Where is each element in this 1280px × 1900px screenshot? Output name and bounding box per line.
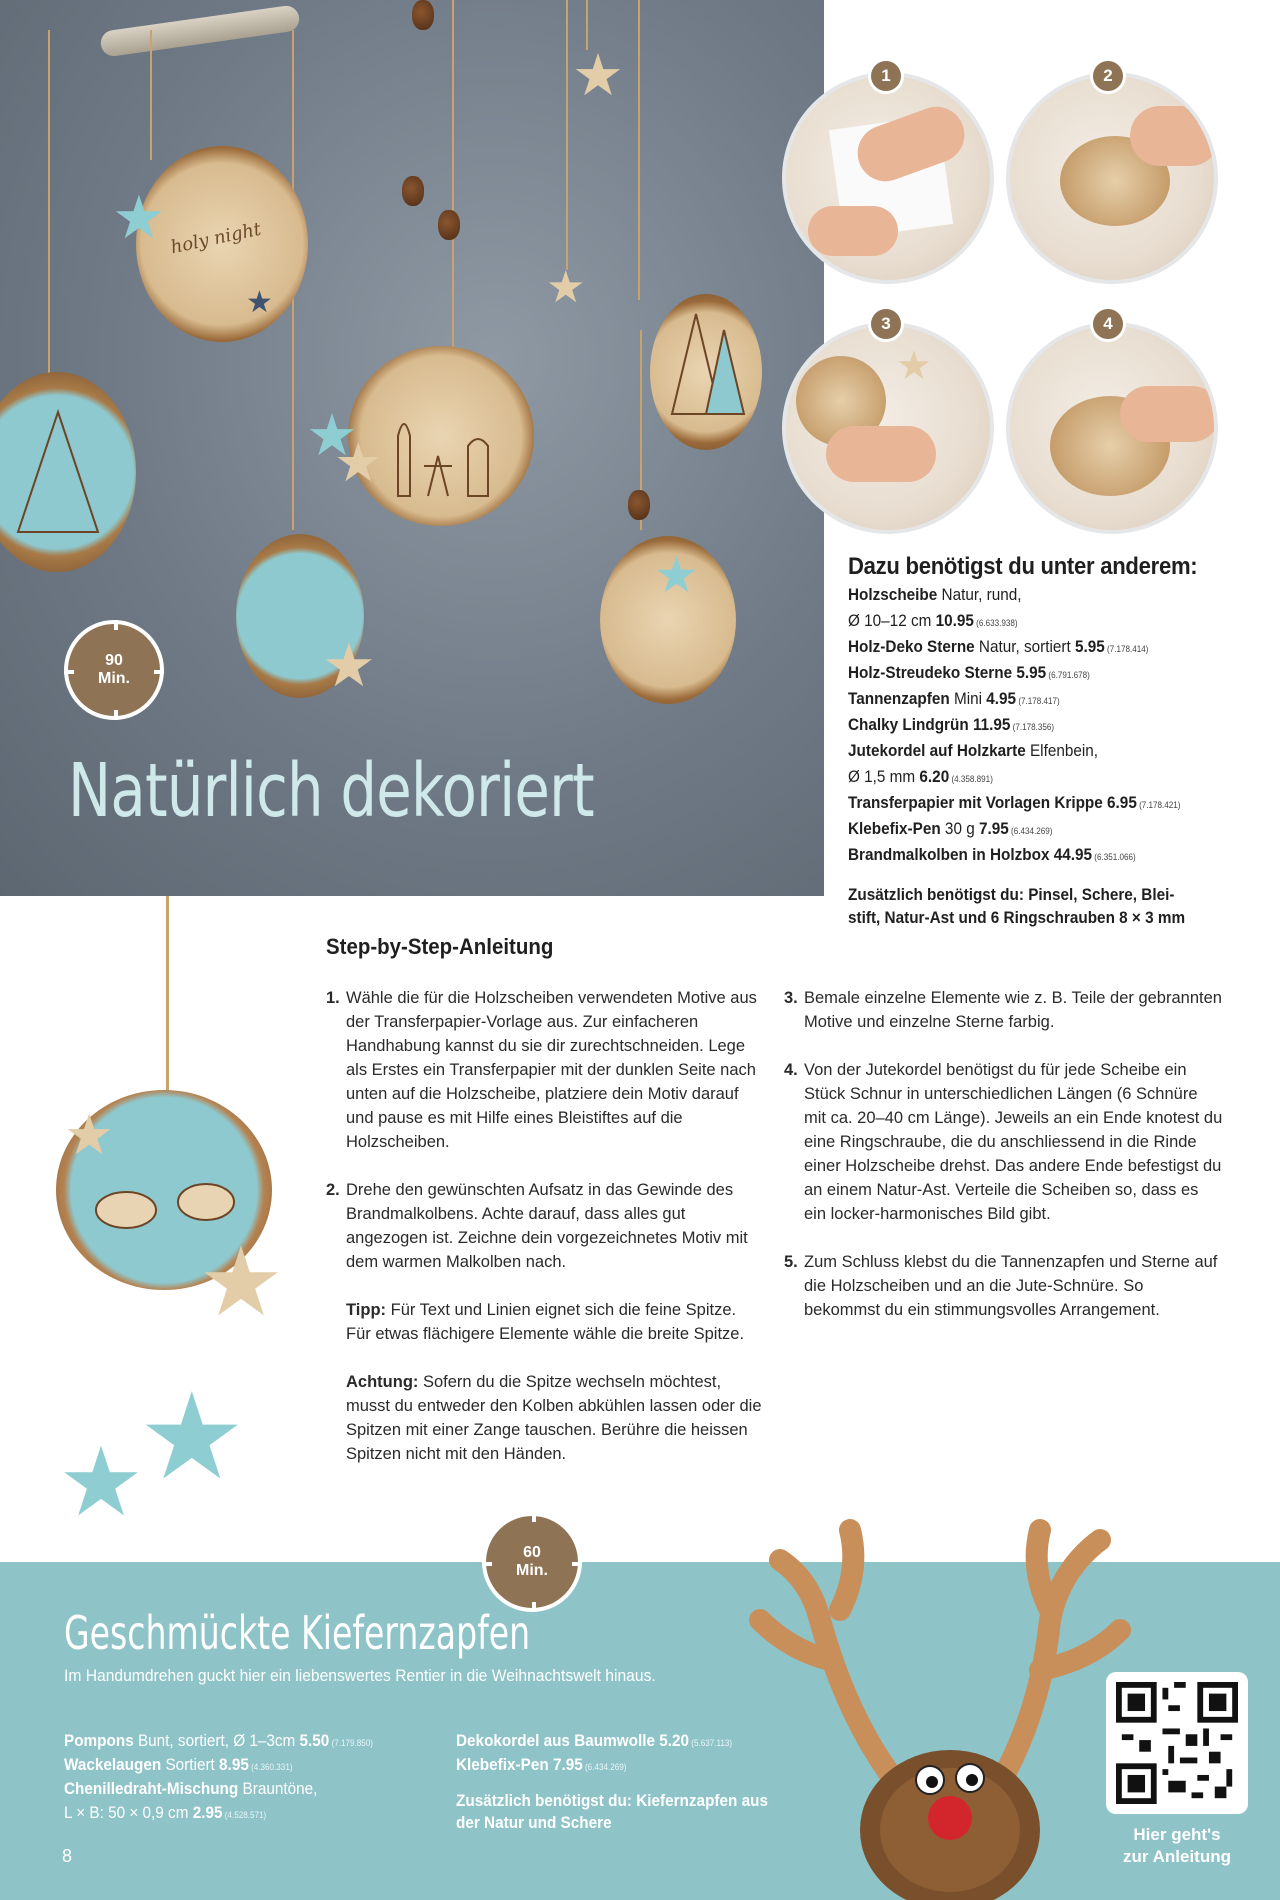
step-photo-3: ★ <box>782 322 994 534</box>
material-item: Wackelaugen Sortiert 8.95 (4.360.331) <box>64 1755 293 1774</box>
time-badge <box>64 620 164 720</box>
material-item: Dekokordel aus Baumwolle 5.20 (5.637.113) <box>456 1731 733 1750</box>
material-item: Jutekordel auf Holzkarte Elfenbein, <box>848 741 1099 760</box>
material-item: Chalky Lindgrün 11.95 (7.178.356) <box>848 715 1055 734</box>
step-2: 2. Drehe den gewünschten Aufsatz in das Gewinde des Brandmalkolbens. Achte darauf, dass alles gut angezogen ist. Zeichne dein vorgezeichnetes Motiv mit dem warmen Malkolben nach. <box>326 1181 748 1271</box>
star-icon: ★ <box>112 183 166 253</box>
star-icon: ★ <box>654 546 699 604</box>
step-number-2: 2 <box>1090 58 1126 94</box>
material-item: Brandmalkolben in Holzbox 44.95 (6.351.066) <box>848 845 1136 864</box>
time-badge-unit: Min. <box>98 670 130 687</box>
step-number-4: 4 <box>1090 306 1126 342</box>
material-item: Ø 10–12 cm 10.95 (6.633.938) <box>848 611 1018 630</box>
step-5: 5. Zum Schluss klebst du die Tannenzapfen und Sterne auf die Holzscheiben und an die Jute-Schnüre. So bekommst du ein stimmungsvolles Arrangement. <box>784 1253 1218 1319</box>
qr-code[interactable] <box>1106 1672 1248 1814</box>
star-icon: ★ <box>246 285 273 320</box>
instructions-left-column <box>326 986 764 1490</box>
material-item: Holz-Streudeko Sterne 5.95 (6.791.678) <box>848 663 1090 682</box>
banner-subtitle: Im Handumdrehen guckt hier ein liebenswertes Rentier in die Weihnachtswelt hinaus. <box>64 1666 656 1685</box>
banner-title: Geschmückte Kiefernzapfen <box>64 1606 531 1660</box>
star-icon: ★ <box>306 401 358 469</box>
star-icon: ★ <box>334 431 383 494</box>
slice-trees <box>650 294 762 450</box>
banner-extra: Zusätzlich benötigst du: Kiefernzapfen aus der Natur und Schere <box>456 1791 768 1832</box>
tip-note: Tipp: Für Text und Linien eignet sich die feine Spitze. Für etwas flächigere Elemente wähle die breite Spitze. <box>346 1301 745 1343</box>
time-badge-60 <box>482 1512 582 1612</box>
warning-note: Achtung: Sofern du die Spitze wechseln möchtest, musst du entweder den Kolben abkühlen lassen oder die Spitzen mit einer Zange tauschen. Berühre die heissen Spitzen nicht mit den Händen. <box>346 1373 762 1463</box>
slice-text: holy night <box>168 218 263 259</box>
natural-branch <box>99 4 301 58</box>
step-4: 4. Von der Jutekordel benötigst du für jede Scheibe ein Stück Schnur in unterschiedlichen Längen (6 Schnüre mit ca. 20–40 cm Länge). Jeweils an ein Ende knotest du eine Ringschraube, die du anschliessend in die Rinde einer Holzscheibe drehst. Das andere Ende befestigst du an einem Natur-Ast. Verteile die Scheiben so, dass es ein locker-harmonisches Bild gibt. <box>784 1061 1223 1223</box>
material-item: Pompons Bunt, sortiert, Ø 1–3cm 5.50 (7.179.850) <box>64 1731 374 1750</box>
step-number-3: 3 <box>868 306 904 342</box>
hero-title: Natürlich dekoriert <box>68 748 594 834</box>
qr-label: Hier geht's zur Anleitung <box>1123 1825 1231 1866</box>
materials-list <box>848 553 1268 929</box>
time-badge-value: 60 <box>523 1543 541 1561</box>
slice-tree <box>0 372 136 572</box>
banner-materials-right <box>456 1730 768 1834</box>
material-item: Klebefix-Pen 7.95 (6.434.269) <box>456 1755 627 1774</box>
material-item: Chenilledraht-Mischung Brauntöne, <box>64 1779 318 1798</box>
instructions-right-column <box>784 986 1224 1346</box>
star-icon: ★ <box>64 1103 115 1168</box>
step-photo-4 <box>1006 322 1218 534</box>
material-item: Ø 1,5 mm 6.20 (4.358.891) <box>848 767 993 786</box>
star-icon: ★ <box>198 1226 285 1338</box>
material-item: Holz-Deko Sterne Natur, sortiert 5.95 (7.178.414) <box>848 637 1149 656</box>
material-item: Transferpapier mit Vorlagen Krippe 6.95 (7.178.421) <box>848 793 1181 812</box>
step-photo-1 <box>782 72 994 284</box>
banner-materials-left <box>64 1730 373 1826</box>
star-icon: ★ <box>546 262 586 313</box>
star-icon: ★ <box>58 1426 145 1538</box>
hero-photo <box>0 0 824 896</box>
instructions-title: Step-by-Step-Anleitung <box>326 934 554 959</box>
material-item: Klebefix-Pen 30 g 7.95 (6.434.269) <box>848 819 1053 838</box>
time-badge-unit: Min. <box>516 1562 548 1579</box>
materials-extra: Zusätzlich benötigst du: Pinsel, Schere, Blei- stift, Natur-Ast und 6 Ringschrauben 8 × 3 mm <box>848 885 1186 927</box>
step-1: 1. Wähle die für die Holzscheiben verwendeten Motive aus der Transferpapier-Vorlage aus. Zur einfacheren Handhabung kannst du sie dir zurechtschneiden. Lege als Erstes ein Transferpapier mit der dunklen Seite nach unten auf die Holzscheibe, platziere dein Motiv darauf und pause es mit Hilfe eines Bleistiftes auf die Holzscheiben. <box>326 989 757 1151</box>
star-icon: ★ <box>322 631 376 701</box>
step-photo-2 <box>1006 72 1218 284</box>
material-item: Tannenzapfen Mini 4.95 (7.178.417) <box>848 689 1060 708</box>
material-item: L × B: 50 × 0,9 cm 2.95 (4.528.571) <box>64 1803 267 1822</box>
step-number-1: 1 <box>868 58 904 94</box>
star-icon: ★ <box>572 41 624 109</box>
step-3: 3. Bemale einzelne Elemente wie z. B. Teile der gebrannten Motive und einzelne Sterne farbig. <box>784 989 1222 1031</box>
time-badge-value: 90 <box>105 651 123 669</box>
star-icon: ★ <box>138 1368 246 1507</box>
materials-heading: Dazu benötigst du unter anderem: <box>848 553 1198 580</box>
page-number: 8 <box>62 1846 73 1866</box>
material-item: Holzscheibe Natur, rund, <box>848 585 1022 604</box>
